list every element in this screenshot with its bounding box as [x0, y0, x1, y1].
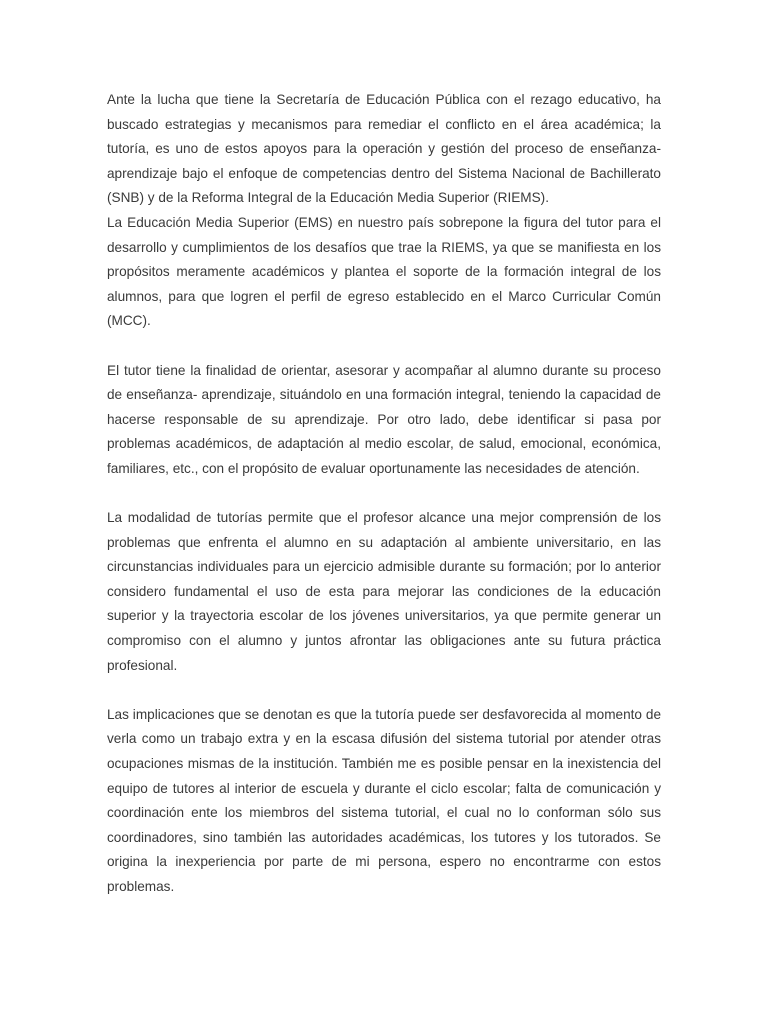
paragraph-ems: La Educación Media Superior (EMS) en nuestro país sobrepone la figura del tutor para el desarrollo y cumplimientos de los desafíos que trae la RIEMS, ya que se manifiesta en los propósitos meramente académicos y plantea el soporte de la formación integral de los alumnos, para que logren el perfil de egreso establecido en el Marco Curricular Común (MCC).: [107, 214, 661, 329]
paragraph-tutor-role: El tutor tiene la finalidad de orientar, asesorar y acompañar al alumno durante su proceso de enseñanza- aprendizaje, situándolo en una formación integral, teniendo la capacidad de hacerse responsable de su aprendizaje. Por otro lado, debe identificar si pasa por problemas académicos, de adaptación al medio escolar, de salud, emocional, económica, familiares, etc., con el propósito de evaluar oportunamente las necesidades de atención.: [107, 362, 661, 476]
paragraph-implications: Las implicaciones que se denotan es que la tutoría puede ser desfavorecida al momento de verla como un trabajo extra y en la escasa difusión del sistema tutorial por atender otras ocupaciones mismas de la institución. También me es posible pensar en la inexistencia del equipo de tutores al interior de escuela y durante el ciclo escolar; falta de comunicación y coordinación ente los miembros del sistema tutorial, el cual no lo conforman sólo sus coordinadores, sino también las autoridades académicas, los tutores y los tutorados. Se origina la inexperiencia por parte de mi persona, espero no encontrarme con estos problemas.: [107, 706, 661, 894]
paragraph-intro: Ante la lucha que tiene la Secretaría de Educación Pública con el rezago educativo, ha buscado estrategias y mecanismos para remediar el conflicto en el área académica; la tutoría, es uno de estos apoyos para la operación y gestión del proceso de enseñanza-aprendizaje bajo el enfoque de competencias dentro del Sistema Nacional de Bachillerato (SNB) y de la Reforma Integral de la Educación Media Superior (RIEMS).: [107, 92, 661, 206]
paragraph-tutoring-modality: La modalidad de tutorías permite que el profesor alcance una mejor comprensión de los problemas que enfrenta el alumno en su adaptación al ambiente universitario, en las circunstancias individuales para un ejercicio admisible durante su formación; por lo anterior considero fundamental el uso de esta para mejorar las condiciones de la educación superior y la trayectoria escolar de los jóvenes universitarios, ya que permite generar un compromiso con el alumno y juntos afrontar las obligaciones ante su futura práctica profesional.: [107, 510, 661, 673]
document-body: [107, 88, 661, 900]
